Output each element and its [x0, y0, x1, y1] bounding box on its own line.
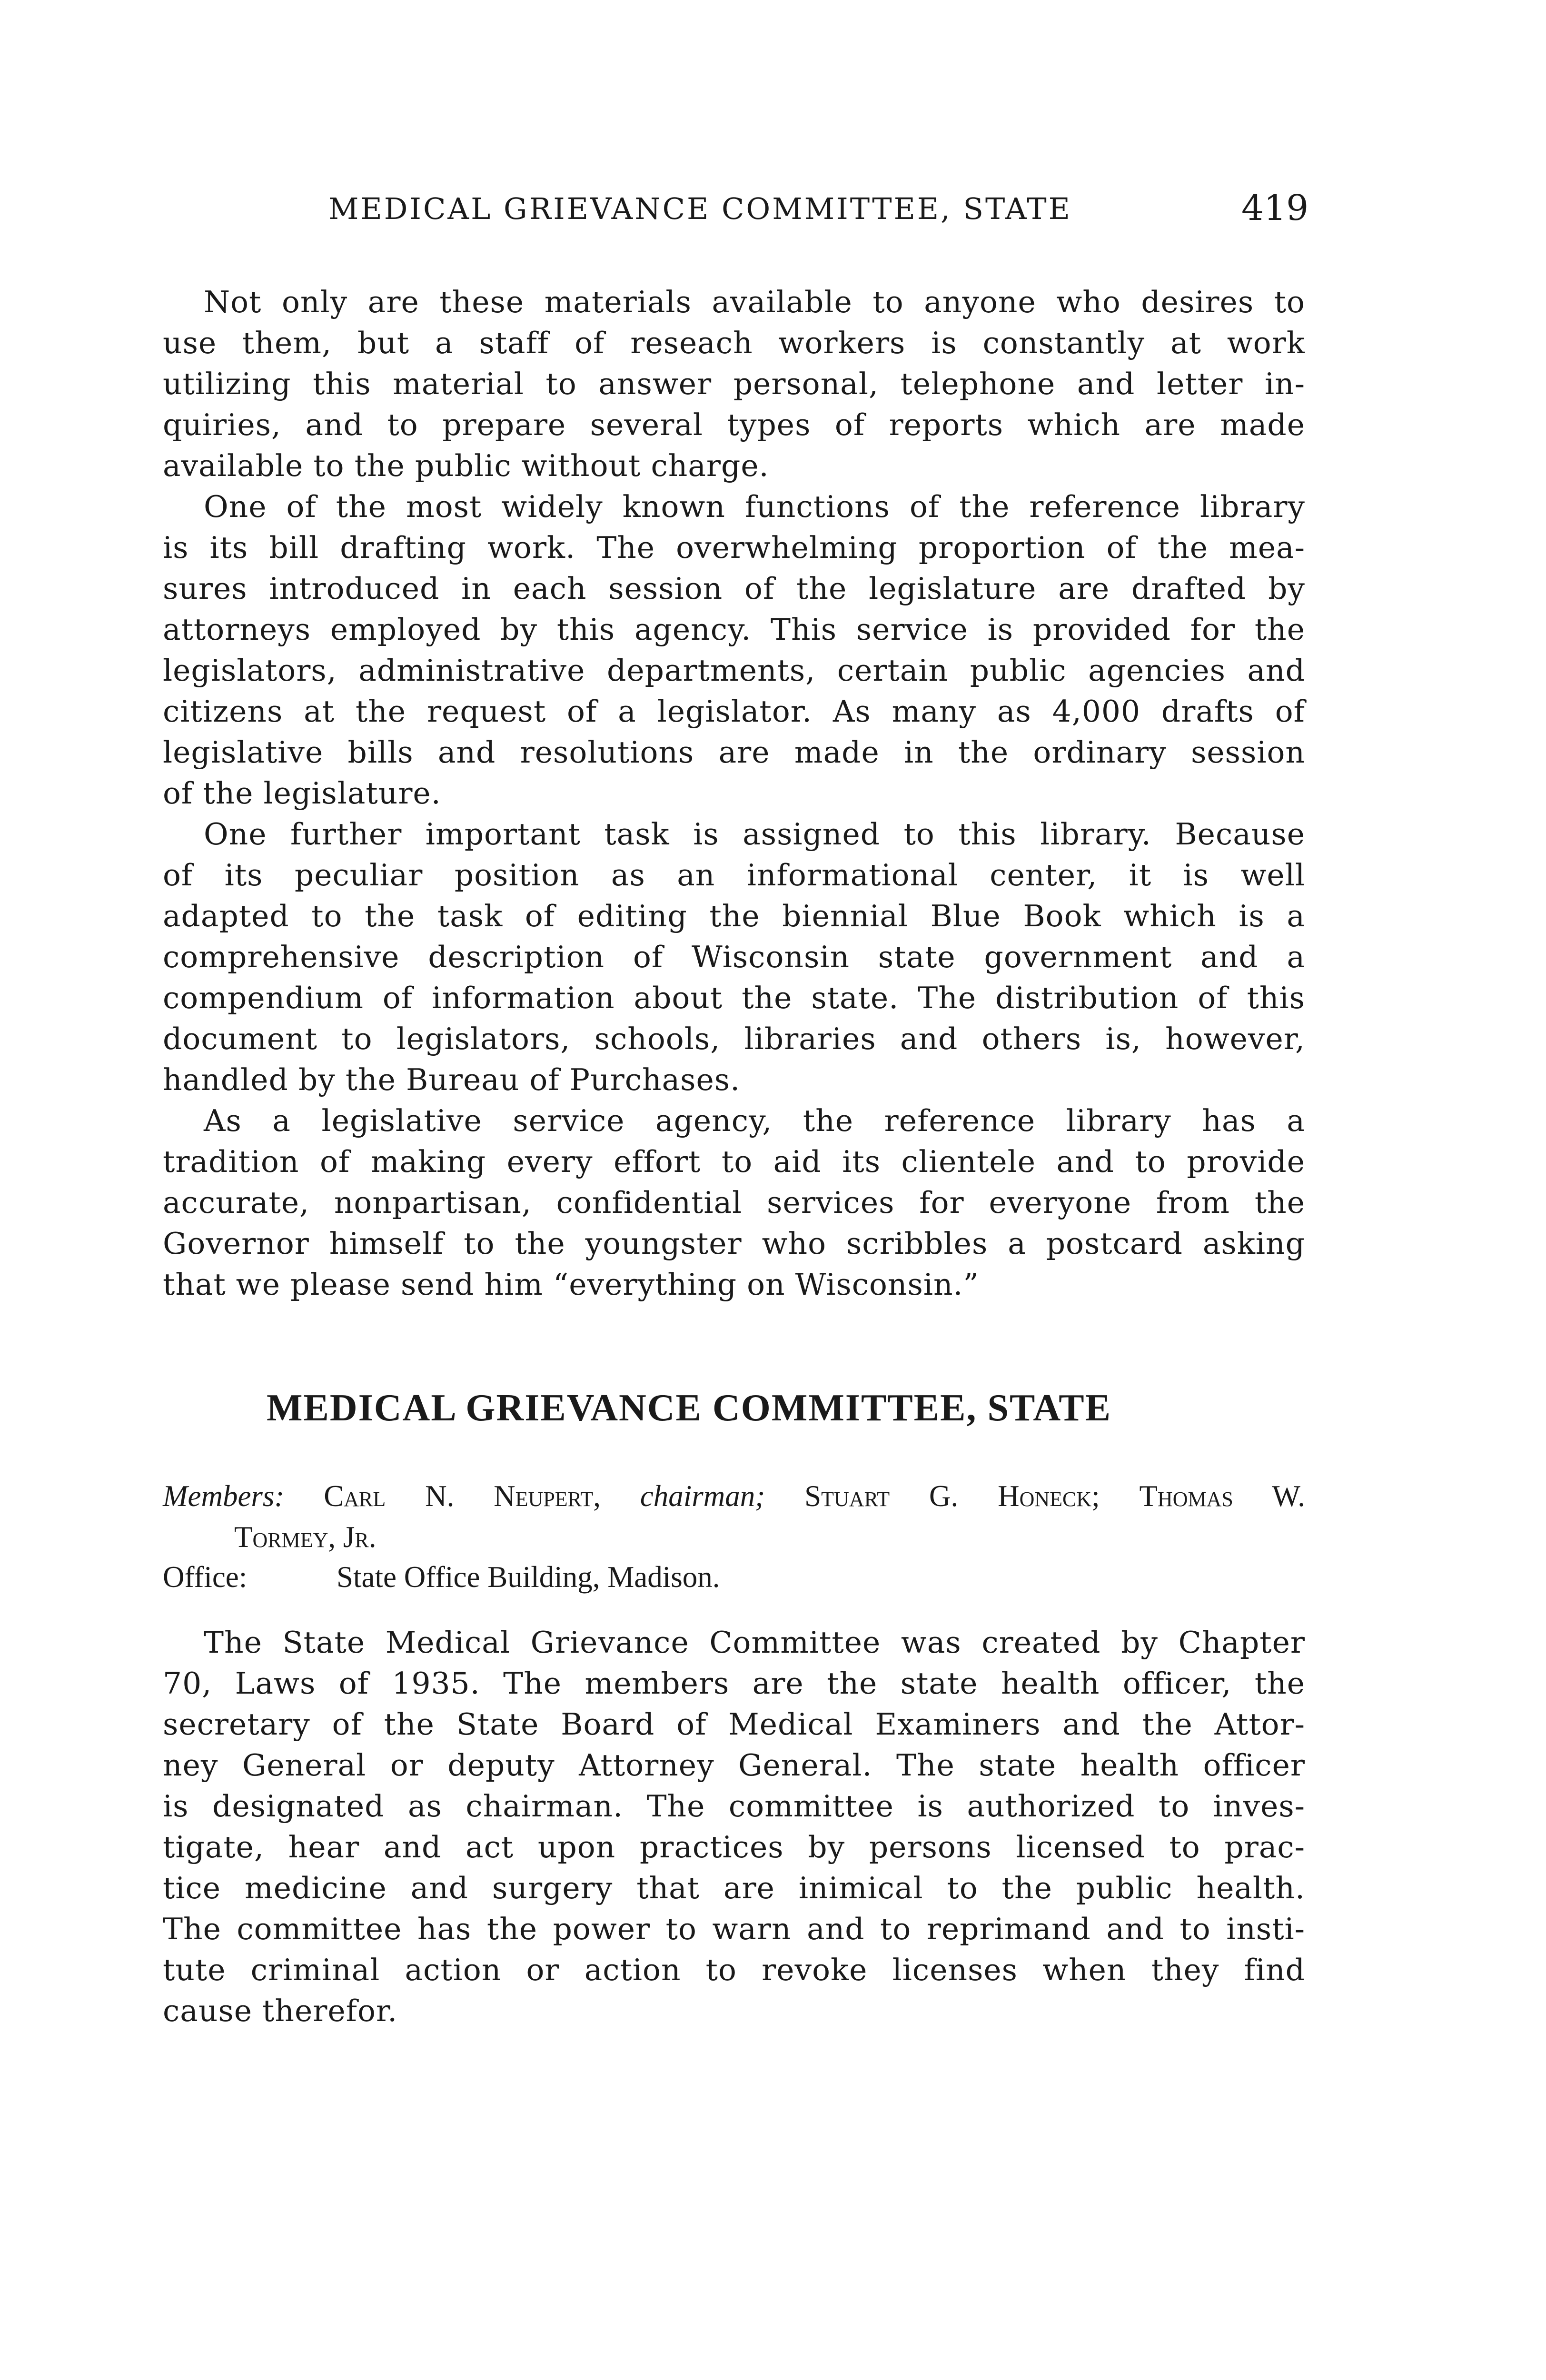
paragraph-line: 70, Laws of 1935. The members are the state health officer, the: [163, 1666, 1305, 1701]
members-label: Members:: [163, 1479, 285, 1513]
paragraph-line: citizens at the request of a legislator. As many as 4,000 drafts of: [163, 694, 1305, 729]
paragraph-line: of the legislature.: [163, 776, 441, 811]
paragraph-line: One of the most widely known functions of the reference library: [204, 489, 1305, 524]
member-name: Tormey, Jr.: [234, 1520, 377, 1554]
paragraph-line: Governor himself to the youngster who scribbles a postcard asking: [163, 1226, 1305, 1261]
paragraph-line: tice medicine and surgery that are inimical to the public health.: [163, 1871, 1305, 1905]
paragraph-line: The State Medical Grievance Committee was created by Chapter: [204, 1625, 1305, 1660]
paragraph-line: use them, but a staff of reseach workers is constantly at work: [163, 326, 1305, 360]
office-line: [163, 1557, 720, 1597]
paragraph-line: is designated as chairman. The committee is authorized to inves-: [163, 1789, 1305, 1824]
paragraph-line: ney General or deputy Attorney General. The state health officer: [163, 1748, 1305, 1783]
member-role: chairman;: [640, 1479, 765, 1513]
paragraph-line: compendium of information about the state. The distribution of this: [163, 981, 1305, 1015]
paragraph-line: of its peculiar position as an informational center, it is well: [163, 858, 1305, 892]
paragraph-line: tute criminal action or action to revoke licenses when they find: [163, 1953, 1305, 1987]
paragraph-line: is its bill drafting work. The overwhelming proportion of the mea-: [163, 530, 1305, 565]
paragraph-line: legislators, administrative departments, certain public agencies and: [163, 653, 1305, 688]
page-number: 419: [1241, 188, 1309, 228]
paragraph-line: tigate, hear and act upon practices by persons licensed to prac-: [163, 1830, 1305, 1864]
paragraph-line: The committee has the power to warn and to reprimand and to insti-: [163, 1912, 1305, 1946]
section-heading: MEDICAL GRIEVANCE COMMITTEE, STATE: [267, 1387, 1111, 1429]
paragraph-line: sures introduced in each session of the legislature are drafted by: [163, 571, 1305, 606]
paragraph-line: As a legislative service agency, the reference library has a: [204, 1103, 1305, 1138]
paragraph-line: cause therefor.: [163, 1993, 398, 2028]
office-label: Office:: [163, 1560, 248, 1594]
members-line: [163, 1476, 1305, 1517]
paragraph-line: tradition of making every effort to aid its clientele and to provide: [163, 1144, 1305, 1179]
paragraph-line: accurate, nonpartisan, confidential services for everyone from the: [163, 1185, 1305, 1220]
paragraph-line: adapted to the task of editing the biennial Blue Book which is a: [163, 899, 1305, 933]
paragraph-line: Not only are these materials available to anyone who desires to: [204, 285, 1305, 319]
paragraph-line: handled by the Bureau of Purchases.: [163, 1062, 741, 1097]
office-value: State Office Building, Madison.: [337, 1560, 720, 1594]
member-name: Thomas W.: [1139, 1479, 1305, 1513]
members-line-continued: [234, 1517, 377, 1557]
paragraph-line: comprehensive description of Wisconsin state government and a: [163, 940, 1305, 974]
paragraph-line: quiries, and to prepare several types of reports which are made: [163, 407, 1305, 442]
paragraph-line: attorneys employed by this agency. This service is provided for the: [163, 612, 1305, 647]
paragraph-line: One further important task is assigned to this library. Because: [204, 817, 1305, 852]
running-head: MEDICAL GRIEVANCE COMMITTEE, STATE: [328, 191, 1072, 226]
paragraph-line: secretary of the State Board of Medical Examiners and the Attor-: [163, 1707, 1305, 1742]
paragraph-line: document to legislators, schools, libraries and others is, however,: [163, 1021, 1305, 1056]
member-name: Carl N. Neupert,: [324, 1479, 601, 1513]
paragraph-line: utilizing this material to answer personal, telephone and letter in-: [163, 367, 1305, 401]
paragraph-line: that we please send him “everything on Wisconsin.”: [163, 1267, 979, 1302]
paragraph-line: legislative bills and resolutions are made in the ordinary session: [163, 735, 1305, 770]
paragraph-line: available to the public without charge.: [163, 448, 769, 483]
member-name: Stuart G. Honeck;: [804, 1479, 1100, 1513]
